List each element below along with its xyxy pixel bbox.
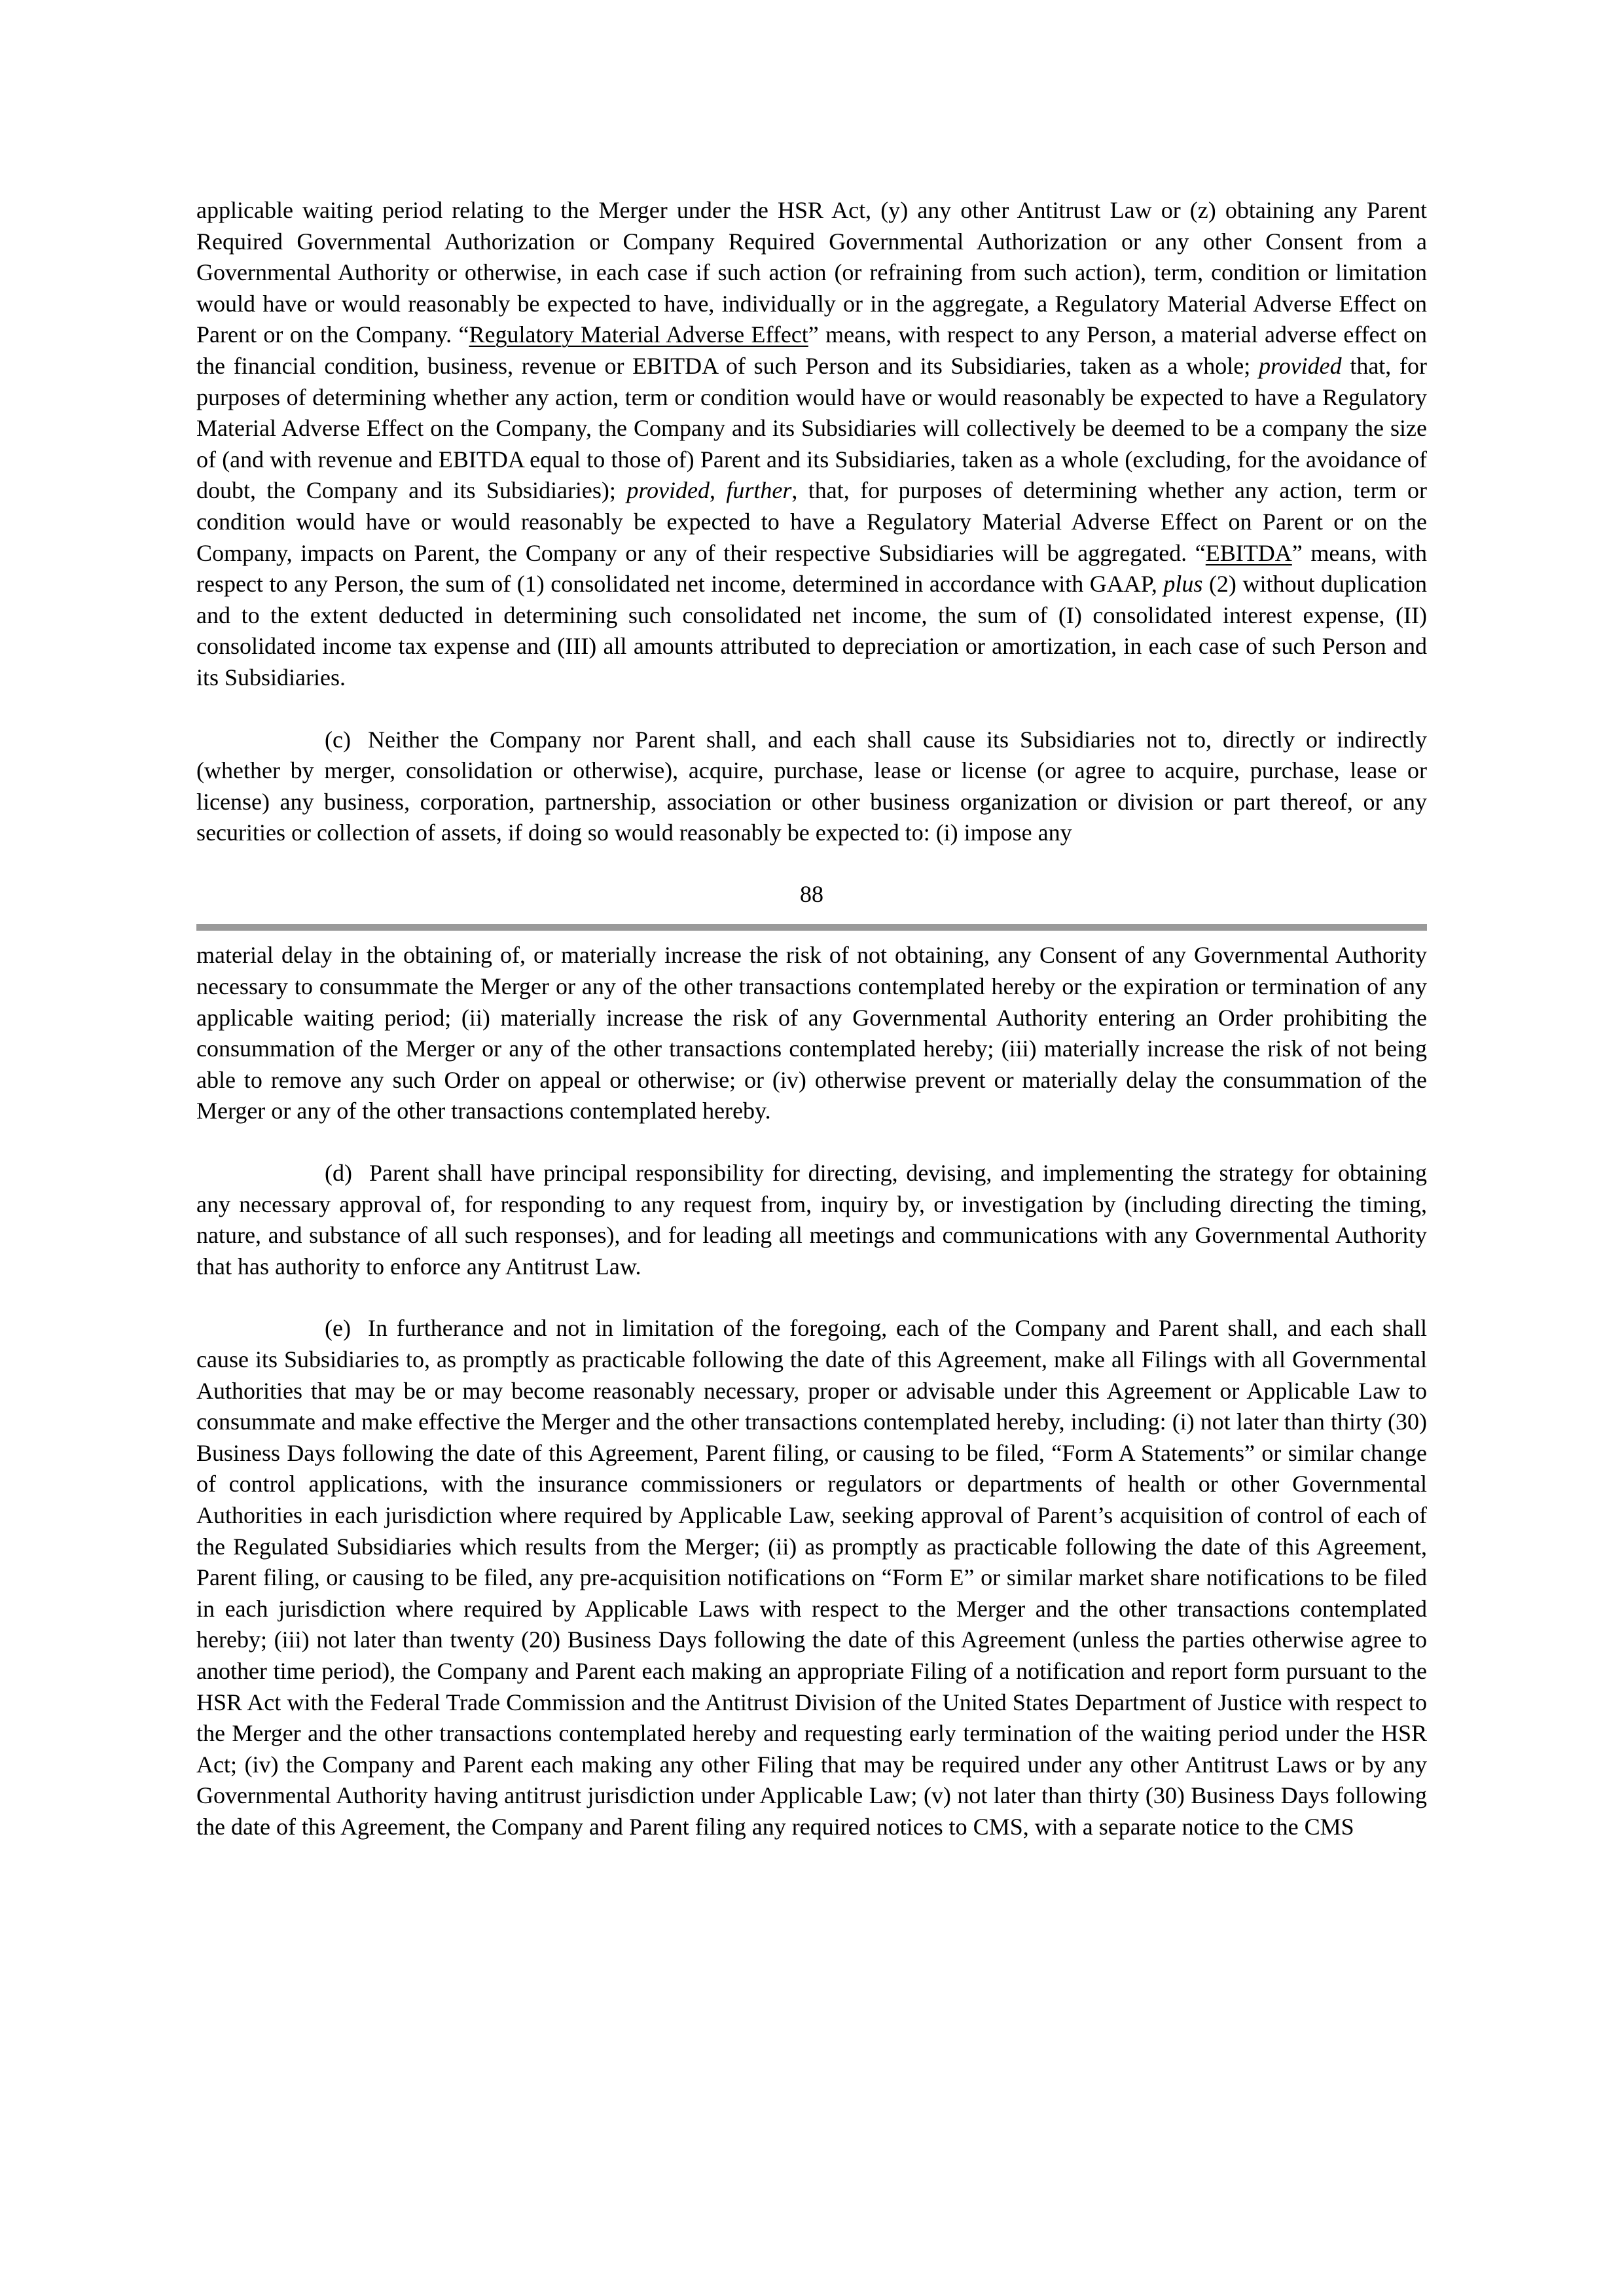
paragraph-b-continuation: applicable waiting period relating to the Merger under the HSR Act, (y) any other Antitrust Law or (z) obtaining any Parent Required Governmental Authorization or Company Required Governmental Authorization or any other Consent from a Governmental Authority or otherwise, in each case if such action (or refraining from such action), term, condition or limitation would have or would reasonably be expected to have, individually or in the aggregate, a Regulatory Material Adverse Effect on Parent or on the Company. “Regulatory Material Adverse Effect” means, with respect to any Person, a material adverse effect on the financial condition, business, revenue or EBITDA of such Person and its Subsidiaries, taken as a whole; provided that, for purposes of determining whether any action, term or condition would have or would reasonably be expected to have a Regulatory Material Adverse Effect on the Company, the Company and its Subsidiaries will collectively be deemed to be a company the size of (and with revenue and EBITDA equal to those of) Parent and its Subsidiaries, taken as a whole (excluding, for the avoidance of doubt, the Company and its Subsidiaries); provided, further, that, for purposes of determining whether any action, term or condition would have or would reasonably be expected to have a Regulatory Material Adverse Effect on Parent or on the Company, impacts on Parent, the Company or any of their respective Subsidiaries will be aggregated. “EBITDA” means, with respect to any Person, the sum of (1) consolidated net income, determined in accordance with GAAP, plus (2) without duplication and to the extent deducted in determining such consolidated net income, the sum of (I) consolidated interest expense, (II) consolidated income tax expense and (III) all amounts attributed to depreciation or amortization, in each case of such Person and its Subsidiaries. xyxy=(196,197,1428,691)
italic-plus: plus xyxy=(1163,571,1203,598)
paragraph-c-continuation: material delay in the obtaining of, or materially increase the risk of not obtaining, any Consent of any Governmental Authority necessary to consummate the Merger or any of the other transactions contemplated hereby or the expiration or termination of any applicable waiting period; (ii) materially increase the risk of any Governmental Authority entering an Order prohibiting the consummation of the Merger or any of the other transactions contemplated hereby; (iii) materially increase the risk of not being able to remove any such Order on appeal or otherwise; or (iv) otherwise prevent or materially delay the consummation of the Merger or any of the other transactions contemplated hereby. xyxy=(196,942,1427,1124)
document-page xyxy=(196,195,1427,1843)
page-divider xyxy=(196,924,1427,931)
page-number: 88 xyxy=(800,880,823,907)
italic-provided: provided xyxy=(1258,352,1342,379)
defined-term-regulatory-material-adverse-effect: Regulatory Material Adverse Effect xyxy=(469,321,808,348)
paragraph-label: (e) xyxy=(325,1315,351,1342)
paragraph-label: (d) xyxy=(325,1160,352,1187)
paragraph-label: (c) xyxy=(325,726,351,753)
paragraph-c: (c) Neither the Company nor Parent shall, and each shall cause its Subsidiaries not to, directly or indirectly (whether by merger, consolidation or otherwise), acquire, purchase, lease or license (or agree to acquire, purchase, lease or license) any business, corporation, partnership, association or other business organization or division or part thereof, or any securities or collection of assets, if doing so would reasonably be expected to: (i) impose any xyxy=(196,726,1427,846)
paragraph-e: (e) In furtherance and not in limitation of the foregoing, each of the Company and Parent shall, and each shall cause its Subsidiaries to, as promptly as practicable following the date of this Agreement, make all Filings with all Governmental Authorities that may be or may become reasonably necessary, proper or advisable under this Agreement or Applicable Law to consummate and make effective the Merger and the other transactions contemplated hereby, including: (i) not later than thirty (30) Business Days following the date of this Agreement, Parent filing, or causing to be filed, “Form A Statements” or similar change of control applications, with the insurance commissioners or regulators or departments of health or other Governmental Authorities in each jurisdiction where required by Applicable Law, seeking approval of Parent’s acquisition of control of each of the Regulated Subsidiaries which results from the Merger; (ii) as promptly as practicable following the date of this Agreement, Parent filing, or causing to be filed, any pre-acquisition notifications on “Form E” or similar market share notifications to be filed in each jurisdiction where required by Applicable Laws with respect to the Merger and the other transactions contemplated hereby; (iii) not later than twenty (20) Business Days following the date of this Agreement (unless the parties otherwise agree to another time period), the Company and Parent each making an appropriate Filing of a notification and report form pursuant to the HSR Act with the Federal Trade Commission and the Antitrust Division of the United States Department of Justice with respect to the Merger and the other transactions contemplated hereby and requesting early termination of the waiting period under the HSR Act; (iv) the Company and Parent each making any other Filing that may be required under any other Antitrust Laws or by any Governmental Authority having antitrust jurisdiction under Applicable Law; (v) not later than thirty (30) Business Days following the date of this Agreement, the Company and Parent filing any required notices to CMS, with a separate notice to the CMS xyxy=(196,1315,1427,1840)
italic-further: further xyxy=(726,477,792,504)
defined-term-ebitda: EBITDA xyxy=(1205,539,1292,566)
italic-provided: provided xyxy=(626,477,710,504)
paragraph-d: (d) Parent shall have principal responsibility for directing, devising, and implementing the strategy for obtaining any necessary approval of, for responding to any request from, inquiry by, or investigation by (including directing the timing, nature, and substance of all such responses), and for leading all meetings and communications with any Governmental Authority that has authority to enforce any Antitrust Law. xyxy=(196,1160,1427,1280)
